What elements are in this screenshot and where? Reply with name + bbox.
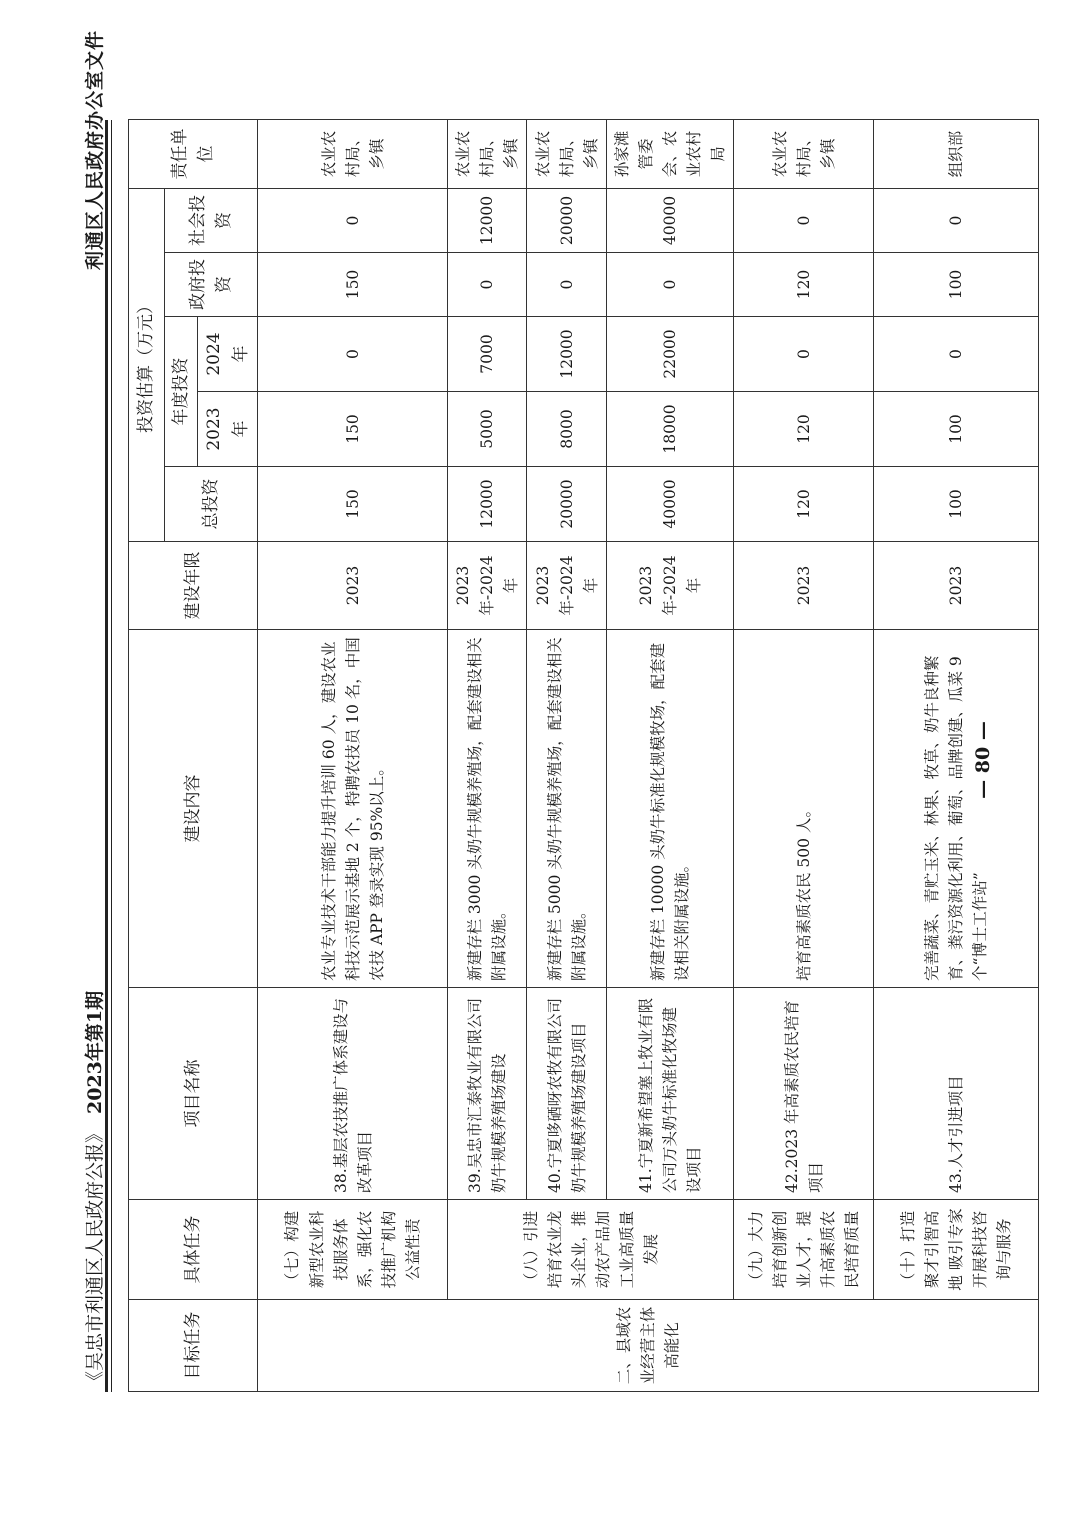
project-social: 0 bbox=[874, 188, 1039, 252]
header-2023: 2023 年 bbox=[198, 392, 258, 467]
project-unit: 孙家滩管委会、农业农村局 bbox=[607, 119, 734, 188]
office-title: 利通区人民政府办公室文件 bbox=[84, 29, 106, 270]
project-social: 40000 bbox=[607, 188, 734, 252]
project-content: 新建存栏 3000 头奶牛规模养殖场，配套建设相关附属设施。 bbox=[448, 630, 527, 988]
project-name: 43.人才引进项目 bbox=[874, 988, 1039, 1200]
project-gov: 0 bbox=[527, 253, 607, 317]
project-name: 40.宁夏哆硒呀农牧有限公司奶牛规模养殖场建设项目 bbox=[527, 988, 607, 1200]
header-goal: 目标任务 bbox=[129, 1300, 258, 1392]
goal-cell: 二、县域农业经营主体高能化 bbox=[258, 1300, 1039, 1392]
project-gov: 0 bbox=[448, 253, 527, 317]
header-total: 总投资 bbox=[165, 467, 258, 542]
project-gov: 0 bbox=[607, 253, 734, 317]
project-2024: 0 bbox=[874, 317, 1039, 392]
header-rule-thin bbox=[111, 120, 112, 1392]
header-task: 具体任务 bbox=[129, 1200, 258, 1300]
project-2024: 22000 bbox=[607, 317, 734, 392]
project-period: 2023 bbox=[874, 542, 1039, 630]
project-content: 培育高素质农民 500 人。 bbox=[734, 630, 874, 988]
project-2024: 12000 bbox=[527, 317, 607, 392]
project-2023: 5000 bbox=[448, 392, 527, 467]
project-total: 20000 bbox=[527, 467, 607, 542]
task-cell: （九）大力培育创新创业人才，提升高素质农民培育质量 bbox=[734, 1200, 874, 1300]
task-cell: （八）引进培育农业龙头企业，推动农产品加工业高质量发展 bbox=[448, 1200, 734, 1300]
task-cell: （十）打造聚才引智高地 吸引专家开展科技咨询与服务 bbox=[874, 1200, 1039, 1300]
project-social: 0 bbox=[258, 188, 448, 252]
project-unit: 组织部 bbox=[874, 119, 1039, 188]
header-gov: 政府投资 bbox=[165, 253, 258, 317]
project-unit: 农业农村局、乡镇 bbox=[448, 119, 527, 188]
header-content: 建设内容 bbox=[129, 630, 258, 988]
header-unit: 责任单位 bbox=[129, 119, 258, 188]
gazette-title: 《吴忠市利通区人民政府公报》 bbox=[84, 1123, 106, 1390]
project-2024: 0 bbox=[734, 317, 874, 392]
project-period: 2023 年-2024 年 bbox=[607, 542, 734, 630]
project-name: 38.基层农技推广体系建设与改革项目 bbox=[258, 988, 448, 1200]
project-period: 2023 bbox=[258, 542, 448, 630]
project-unit: 农业农村局、乡镇 bbox=[527, 119, 607, 188]
project-social: 0 bbox=[734, 188, 874, 252]
table-row bbox=[734, 119, 874, 1391]
header-name: 项目名称 bbox=[129, 988, 258, 1200]
project-name: 39.吴忠市汇泰牧业有限公司奶牛规模养殖场建设 bbox=[448, 988, 527, 1200]
project-gov: 150 bbox=[258, 253, 448, 317]
project-2023: 18000 bbox=[607, 392, 734, 467]
project-2024: 7000 bbox=[448, 317, 527, 392]
header-investment: 投资估算（万元） bbox=[129, 188, 165, 541]
page-number: — 80 — bbox=[972, 721, 994, 799]
project-gov: 120 bbox=[734, 253, 874, 317]
project-name: 42.2023 年高素质农民培育项目 bbox=[734, 988, 874, 1200]
project-period: 2023 bbox=[734, 542, 874, 630]
project-2023: 150 bbox=[258, 392, 448, 467]
table-row bbox=[258, 119, 448, 1391]
project-social: 12000 bbox=[448, 188, 527, 252]
project-total: 150 bbox=[258, 467, 448, 542]
project-content: 完善蔬菜、青贮玉米、林果、牧草、奶牛良种繁育、粪污资源化利用、葡萄、品牌创建、瓜菜 9 个“博士工作站” bbox=[874, 630, 1039, 988]
project-period: 2023 年-2024 年 bbox=[527, 542, 607, 630]
project-unit: 农业农村局、乡镇 bbox=[734, 119, 874, 188]
project-2023: 120 bbox=[734, 392, 874, 467]
gazette-header bbox=[80, 991, 107, 1390]
project-2023: 8000 bbox=[527, 392, 607, 467]
project-total: 12000 bbox=[448, 467, 527, 542]
project-2024: 0 bbox=[258, 317, 448, 392]
header-rule-thick bbox=[105, 120, 108, 1392]
project-content: 农业专业技术干部能力提升培训 60 人，建设农业科技示范展示基地 2 个，特聘农技员 10 名，中国农技 APP 登录实现 95%以上。 bbox=[258, 630, 448, 988]
project-total: 120 bbox=[734, 467, 874, 542]
header-period: 建设年限 bbox=[129, 542, 258, 630]
header-annual: 年度投资 bbox=[165, 317, 198, 467]
project-total: 100 bbox=[874, 467, 1039, 542]
table-row bbox=[874, 119, 1039, 1391]
project-content: 新建存栏 5000 头奶牛规模养殖场，配套建设相关附属设施。 bbox=[527, 630, 607, 988]
project-2023: 100 bbox=[874, 392, 1039, 467]
table-row bbox=[448, 119, 527, 1391]
project-gov: 100 bbox=[874, 253, 1039, 317]
project-unit: 农业农村局、乡镇 bbox=[258, 119, 448, 188]
project-table bbox=[128, 119, 1039, 1392]
project-name: 41.宁夏新希望塞上牧业有限公司万头奶牛标准化牧场建设项目 bbox=[607, 988, 734, 1200]
project-total: 40000 bbox=[607, 467, 734, 542]
project-content: 新建存栏 10000 头奶牛标准化规模牧场，配套建设相关附属设施。 bbox=[607, 630, 734, 988]
task-cell: （七）构建新型农业科技服务体系，强化农技推广机构公益性责 bbox=[258, 1200, 448, 1300]
project-period: 2023 年-2024 年 bbox=[448, 542, 527, 630]
header-2024: 2024 年 bbox=[198, 317, 258, 392]
project-social: 20000 bbox=[527, 188, 607, 252]
gazette-issue: 2023年第1期 bbox=[84, 990, 106, 1114]
header-social: 社会投资 bbox=[165, 188, 258, 252]
